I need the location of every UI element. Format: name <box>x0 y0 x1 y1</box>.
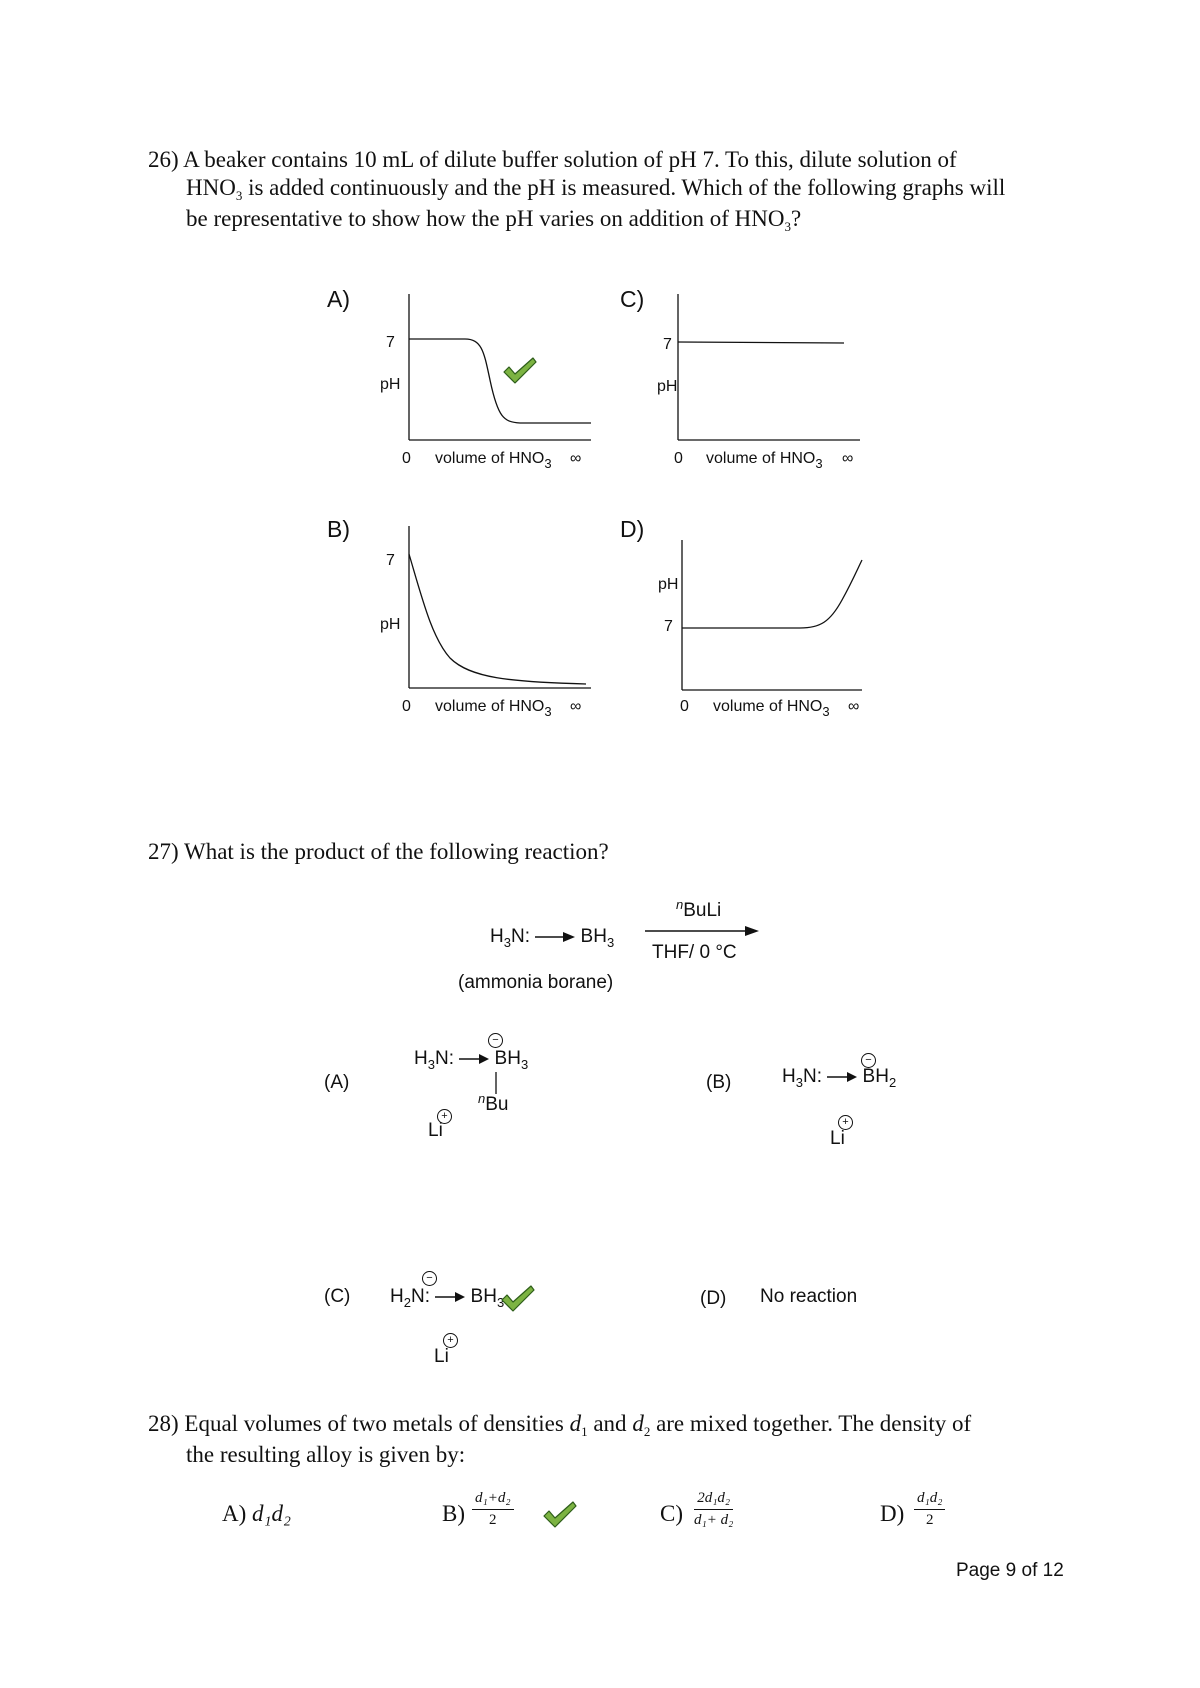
graph-b[interactable] <box>370 520 600 710</box>
q28-text <box>148 1410 1108 1469</box>
graph-d-x-end: ∞ <box>848 698 860 715</box>
dative-arrow-icon <box>827 1071 857 1083</box>
q27-option-a-li: Li <box>428 1120 443 1141</box>
check-icon <box>542 1500 578 1530</box>
q27-reagent-bottom: THF/ 0 °C <box>652 942 737 963</box>
graph-d-y-tick: 7 <box>664 618 673 635</box>
graph-b-curve <box>409 554 586 684</box>
page-number: Page 9 of 12 <box>956 1560 1064 1581</box>
q27-question: 27) What is the product of the following reaction? <box>148 839 609 864</box>
q28-option-b-frac: $\frac{\text{d₁+d₂}}{2}$ <box>472 1490 514 1529</box>
graph-b-x-end: ∞ <box>570 698 582 715</box>
graph-c-x-label: volume of $HNO_3$ <box>706 450 823 471</box>
dative-arrow-icon <box>459 1053 489 1065</box>
q28-line2: the resulting alloy is given by: <box>186 1442 466 1467</box>
graph-d-x-label: volume of $HNO_3$ <box>713 698 830 719</box>
q28-line1: 28) Equal volumes of two metals of densities $d_1$ and $d_2$ are mixed together. The density of <box>148 1411 972 1439</box>
q28-option-c-frac: $\frac{\text{2d₁d₂}}{\text{d₁+ d₂}}$ <box>694 1490 734 1528</box>
minus-charge-icon: − <box>488 1030 503 1048</box>
q27-option-a-formula: $H_3N$: $BH_3$ <box>414 1048 529 1072</box>
graph-c-x-start: 0 <box>674 450 683 467</box>
q27-option-a-letter[interactable]: (A) <box>324 1072 350 1093</box>
graph-a-curve <box>409 339 591 423</box>
graph-d-curve <box>682 560 862 628</box>
q27-option-b-li: Li <box>830 1128 845 1149</box>
graph-a-letter[interactable]: A) <box>327 286 350 312</box>
graph-b-letter[interactable]: B) <box>327 516 350 542</box>
q26-line3: be representative to show how the pH varies on addition of $HNO_3$? <box>186 206 802 234</box>
plus-charge-icon: + <box>443 1330 458 1348</box>
q27-option-c-letter[interactable]: (C) <box>324 1286 351 1307</box>
graph-d-letter[interactable]: D) <box>620 516 645 542</box>
graph-b-y-label: pH <box>380 616 401 633</box>
bond-line <box>494 1072 498 1094</box>
minus-charge-icon: − <box>422 1268 437 1286</box>
graph-d-x-start: 0 <box>680 698 689 715</box>
plus-charge-icon: + <box>437 1106 452 1124</box>
q27-option-c-li: Li <box>434 1346 449 1367</box>
graph-b-x-label: volume of $HNO_3$ <box>435 698 552 719</box>
q27-option-c-formula: $H_2N$: $BH_3$ <box>390 1286 505 1310</box>
graph-d-y-label: pH <box>658 576 679 593</box>
q26-line2: $HNO_3$ is added continuously and the pH is measured. Which of the following graphs will <box>186 175 1006 203</box>
q27-reactant: $H_3N$: $BH_3$ <box>490 926 615 950</box>
q27-reagent-top: $^n$BuLi <box>676 897 722 921</box>
q27-option-d-letter[interactable]: (D) <box>700 1288 727 1309</box>
q27-option-a-butyl: $^n$Bu <box>478 1091 509 1115</box>
graph-a-x-label: volume of $HNO_3$ <box>435 450 552 471</box>
q28-option-b-letter[interactable]: B) <box>442 1501 465 1526</box>
q27-option-b-formula: $H_3N$: $BH_2$ <box>782 1066 897 1090</box>
graph-a-x-end: ∞ <box>570 450 582 467</box>
graph-a-y-tick: 7 <box>386 334 395 351</box>
graph-d[interactable] <box>660 520 890 710</box>
minus-charge-icon: − <box>861 1050 876 1068</box>
check-icon <box>500 1284 536 1314</box>
graph-b-x-start: 0 <box>402 698 411 715</box>
plus-charge-icon: + <box>838 1112 853 1130</box>
graph-a-y-label: pH <box>380 376 401 393</box>
graph-a-x-start: 0 <box>402 450 411 467</box>
graph-c-x-end: ∞ <box>842 450 854 467</box>
dative-arrow-icon <box>535 931 575 943</box>
q28-option-d-letter[interactable]: D) <box>880 1501 905 1526</box>
q28-option-a[interactable]: A) d₁d₂ <box>222 1501 292 1526</box>
reaction-arrow-icon <box>645 924 760 938</box>
graph-c-curve <box>678 342 844 343</box>
graph-c-y-label: pH <box>657 378 678 395</box>
check-icon <box>502 356 538 386</box>
graph-c-y-tick: 7 <box>663 336 672 353</box>
graph-b-y-tick: 7 <box>386 552 395 569</box>
q28-option-c-letter[interactable]: C) <box>660 1501 683 1526</box>
q27-option-b-letter[interactable]: (B) <box>706 1072 732 1093</box>
q27-reactant-name: (ammonia borane) <box>458 972 614 993</box>
dative-arrow-icon <box>435 1291 465 1303</box>
q26-text <box>148 146 1108 236</box>
q27-option-d-text: No reaction <box>760 1286 858 1307</box>
graph-c-letter[interactable]: C) <box>620 286 645 312</box>
q26-line1: 26) A beaker contains 10 mL of dilute buffer solution of pH 7. To this, dilute solution of <box>148 147 957 172</box>
q28-option-d-frac: $\frac{\text{d₁d₂}}{2}$ <box>914 1490 945 1529</box>
